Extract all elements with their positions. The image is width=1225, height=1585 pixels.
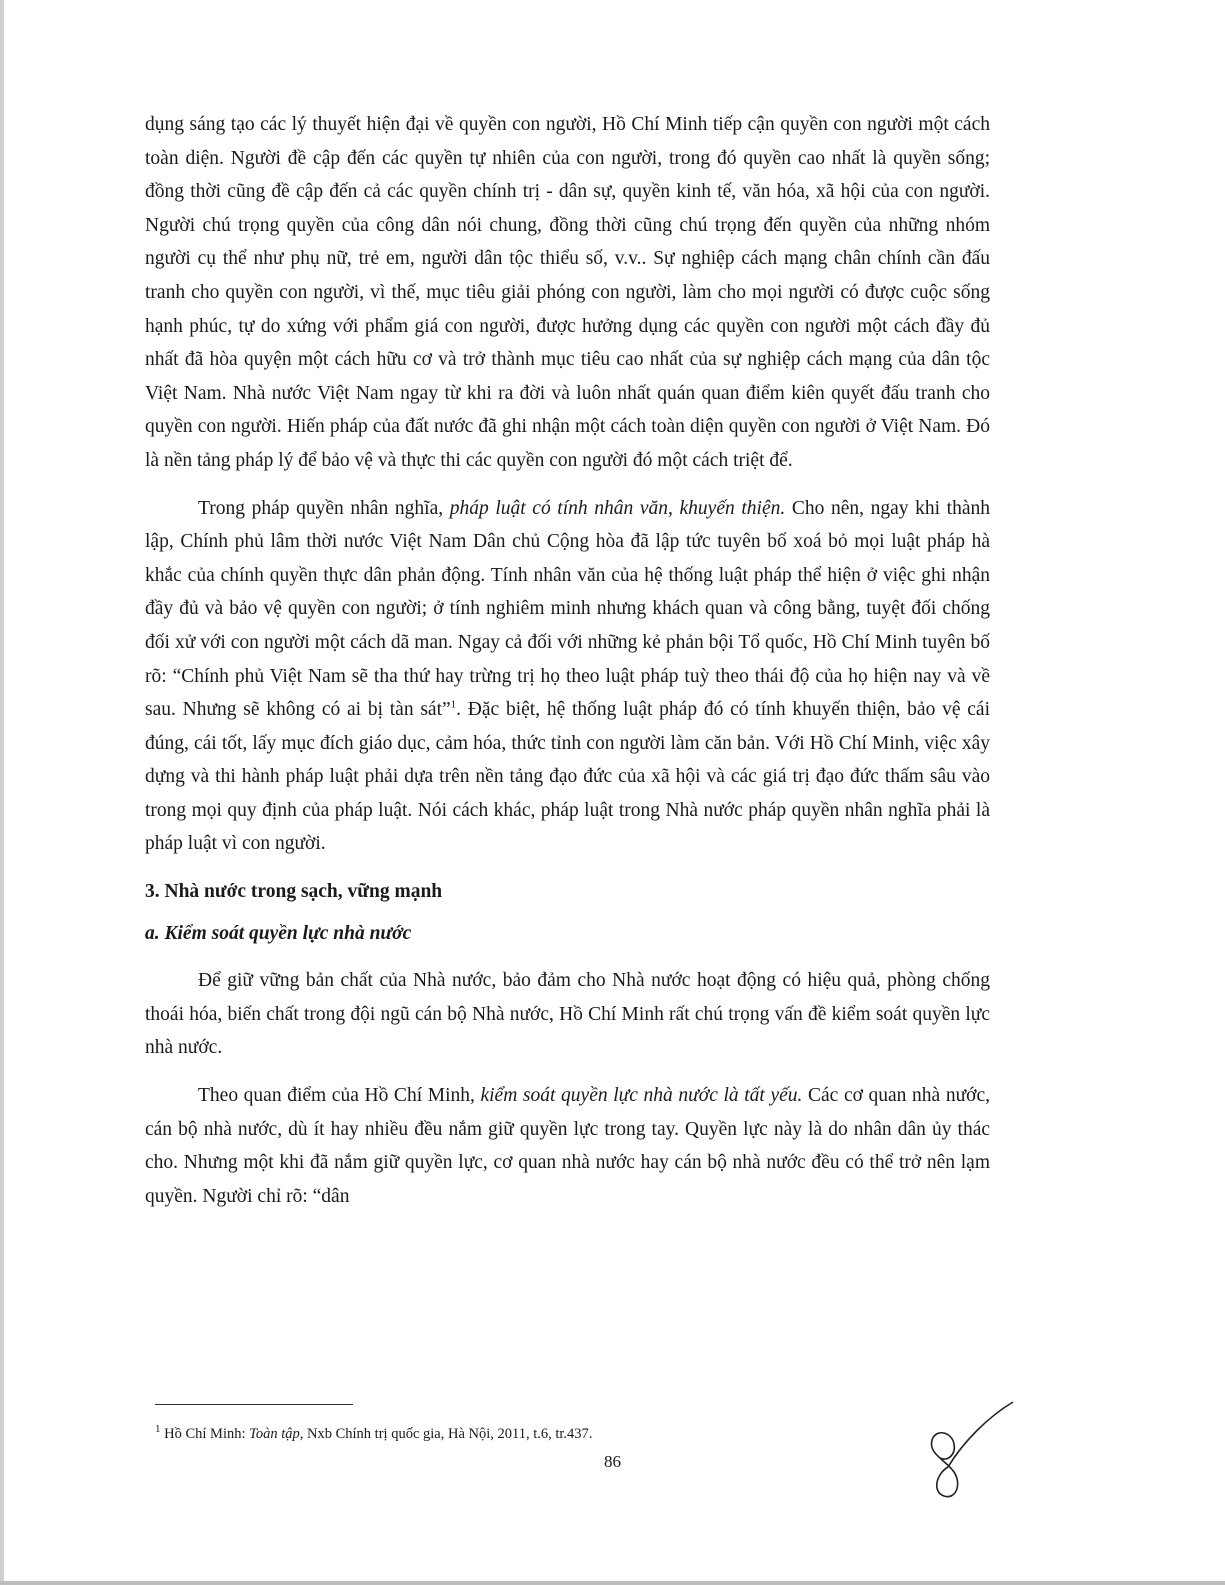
paragraph xyxy=(145,964,990,1065)
paragraph xyxy=(145,492,990,862)
footnote-prefix: Hồ Chí Minh: xyxy=(160,1426,250,1442)
emphasis-text: kiểm soát quyền lực nhà nước là tất yếu. xyxy=(480,1085,803,1107)
footnote-divider xyxy=(155,1404,353,1405)
footnote-title: Toàn tập xyxy=(249,1426,300,1442)
page-body xyxy=(145,108,990,1213)
text-run: Trong pháp quyền nhân nghĩa, xyxy=(198,497,450,519)
text-run: Các cơ quan nhà nước, cán bộ nhà nước, dù ít hay nhiều đều nắm giữ quyền lực trong tay. Quyền lực này là do nhân dân ủy thác cho. Nhưng một khi đã nắm giữ quyền lực, cơ quan nhà nước hay cán bộ nhà nước đều có thể trở nên lạm quyền. Người chỉ rõ: “dân xyxy=(145,1085,990,1207)
text-run: Để giữ vững bản chất của Nhà nước, bảo đảm cho Nhà nước hoạt động có hiệu quả, phòng chống thoái hóa, biến chất trong đội ngũ cán bộ Nhà nước, Hồ Chí Minh rất chú trọng vấn đề kiểm soát quyền lực nhà nước. xyxy=(145,970,990,1059)
section-heading: 3. Nhà nước trong sạch, vững mạnh xyxy=(145,881,443,903)
footnote-reference: 1 xyxy=(450,698,457,711)
footnote xyxy=(155,1424,592,1444)
footnote-marker: 1 xyxy=(155,1423,161,1436)
text-run: Theo quan điểm của Hồ Chí Minh, xyxy=(198,1085,481,1107)
text-run: dụng sáng tạo các lý thuyết hiện đại về quyền con người, Hồ Chí Minh tiếp cận quyền con người một cách toàn diện. Người đề cập đến các quyền tự nhiên của con người, trong đó quyền cao nhất là quyền sống; đồng thời cũng đề cập đến cả các quyền chính trị - dân sự, quyền kinh tế, văn hóa, xã hội của con người. Người chú trọng quyền của công dân nói chung, đồng thời cũng chú trọng đến quyền của những nhóm người cụ thể như phụ nữ, trẻ em, người dân tộc thiểu số, v.v.. Sự nghiệp cách mạng chân chính cần đấu tranh cho quyền con người, vì thế, mục tiêu giải phóng con người, làm cho mọi người có được cuộc sống hạnh phúc, tự do xứng với phẩm giá con người, được hưởng dụng các quyền con người một cách đầy đủ nhất đã hòa quyện một cách hữu cơ và trở thành mục tiêu cao nhất của sự nghiệp cách mạng của dân tộc Việt Nam. Nhà nước Việt Nam ngay từ khi ra đời và luôn nhất quán quan điểm kiên quyết đấu tranh cho quyền con người. Hiến pháp của đất nước đã ghi nhận một cách toàn diện quyền con người ở Việt Nam. Đó là nền tảng pháp lý để bảo vệ và thực thi các quyền con người đó một cách triệt để. xyxy=(145,114,990,471)
paragraph xyxy=(145,108,990,478)
subsection-heading: a. Kiểm soát quyền lực nhà nước xyxy=(145,922,412,944)
text-run: Cho nên, ngay khi thành lập, Chính phủ lâm thời nước Việt Nam Dân chủ Cộng hòa đã lập tức tuyên bố xoá bỏ mọi luật pháp hà khắc của chính quyền thực dân phản động. Tính nhân văn của hệ thống luật pháp thể hiện ở việc ghi nhận đầy đủ và bảo vệ quyền con người; ở tính nghiêm minh nhưng khách quan và công bằng, tuyệt đối chống đối xử với con người một cách dã man. Ngay cả đối với những kẻ phản bội Tổ quốc, Hồ Chí Minh tuyên bố rõ: “Chính phủ Việt Nam sẽ tha thứ hay trừng trị họ theo luật pháp tuỳ theo thái độ của họ hiện nay và về sau. Nhưng sẽ không có ai bị tàn sát” xyxy=(145,497,991,721)
handwritten-signature-icon xyxy=(918,1392,1018,1502)
scan-left-edge xyxy=(0,0,4,1585)
paragraph xyxy=(145,1079,990,1213)
footnote-suffix: , Nxb Chính trị quốc gia, Hà Nội, 2011, t.6, tr.437. xyxy=(299,1426,593,1442)
emphasis-text: pháp luật có tính nhân văn, khuyến thiện. xyxy=(449,497,786,519)
scan-bottom-edge xyxy=(0,1581,1225,1585)
page-number: 86 xyxy=(604,1452,621,1471)
text-run: . Đặc biệt, hệ thống luật pháp đó có tính khuyến thiện, bảo vệ cái đúng, cái tốt, lấy mục đích giáo dục, cảm hóa, thức tỉnh con người làm căn bản. Với Hồ Chí Minh, việc xây dựng và thi hành pháp luật phải dựa trên nền tảng đạo đức của xã hội và các giá trị đạo đức thấm sâu vào trong mọi quy định của pháp luật. Nói cách khác, pháp luật trong Nhà nước pháp quyền nhân nghĩa phải là pháp luật vì con người. xyxy=(145,699,990,855)
